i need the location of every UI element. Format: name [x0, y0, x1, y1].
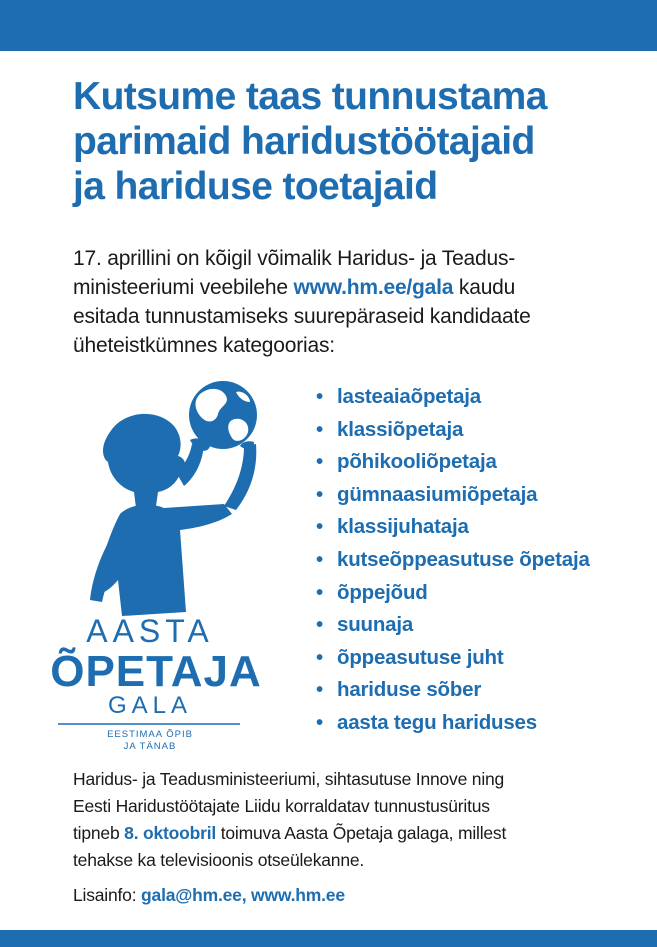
category-label: lasteaiaõpetaja: [337, 385, 481, 408]
list-item: [316, 674, 590, 707]
list-item: [316, 642, 590, 675]
list-item: [316, 609, 590, 642]
logo-line-aasta: AASTA: [86, 613, 214, 649]
bullet: •: [316, 482, 323, 506]
intro-text: kaudu: [453, 276, 516, 299]
logo-line-gala: GALA: [107, 692, 193, 719]
contact-links[interactable]: gala@hm.ee, www.hm.ee: [141, 885, 345, 905]
list-item: [316, 511, 590, 544]
bullet: •: [316, 613, 323, 637]
footer-paragraph: [73, 766, 643, 874]
bullet: •: [316, 450, 323, 474]
bullet: •: [316, 710, 323, 734]
category-list: [316, 381, 590, 740]
headline-line: parimaid haridustöötajaid: [73, 120, 535, 163]
list-item: [316, 707, 590, 740]
footer-line: [73, 823, 506, 843]
logo-tagline: JA TÄNAB: [123, 741, 177, 752]
category-label: klassiõpetaja: [337, 417, 464, 441]
contact-label: Lisainfo:: [73, 885, 142, 905]
headline-line: Kutsume taas tunnustama: [73, 75, 547, 118]
category-label: hariduse sõber: [337, 678, 482, 702]
category-label: klassijuhataja: [337, 515, 469, 539]
category-label: aasta tegu hariduses: [337, 710, 537, 734]
bottom-banner-bar: [0, 930, 657, 947]
list-item: [316, 446, 590, 479]
bullet: •: [316, 645, 323, 669]
footer-line: Haridus- ja Teadusministeeriumi, sihtasutuse Innove ning: [73, 769, 505, 789]
headline: [73, 74, 633, 209]
top-banner-bar: [0, 0, 657, 51]
footer-text: toimuva Aasta Õpetaja galaga, millest: [216, 823, 507, 843]
headline-line: ja hariduse toetajaid: [73, 165, 438, 208]
aasta-opetaja-gala-logo: [40, 380, 290, 760]
gala-link[interactable]: www.hm.ee/gala: [293, 276, 454, 299]
bullet: •: [316, 417, 323, 441]
footer-text: tipneb: [73, 823, 125, 843]
bullet: •: [316, 515, 323, 539]
intro-line: esitada tunnustamiseks suurepäraseid kandidaate: [73, 305, 531, 328]
list-item: [316, 479, 590, 512]
bullet: •: [316, 580, 323, 604]
category-label: põhikooliõpetaja: [337, 450, 497, 474]
footer-line: Eesti Haridustöötajate Liidu korraldatav tunnustusüritus: [73, 796, 490, 816]
contact-info: [73, 882, 345, 909]
intro-paragraph: [73, 244, 633, 360]
list-item: [316, 577, 590, 610]
category-label: õppejõud: [337, 580, 428, 604]
category-label: gümnaasiumiõpetaja: [337, 482, 538, 506]
list-item: [316, 544, 590, 577]
intro-text: ministeeriumi veebilehe: [73, 276, 294, 299]
event-date: 8. oktoobril: [124, 823, 217, 843]
list-item: [316, 414, 590, 447]
logo-line-opetaja: ÕPETAJA: [50, 647, 262, 696]
list-item: [316, 381, 590, 414]
logo-tagline: EESTIMAA ÕPIB: [107, 729, 193, 740]
bullet: •: [316, 678, 323, 702]
footer-line: tehakse ka televisioonis otseülekanne.: [73, 850, 365, 870]
intro-line: [73, 276, 515, 299]
intro-line: 17. aprillini on kõigil võimalik Haridus- ja Teadus-: [73, 247, 516, 270]
category-label: kutseõppeasutuse õpetaja: [337, 547, 590, 571]
intro-line: üheteistkümnes kategoorias:: [73, 334, 335, 357]
category-label: suunaja: [337, 613, 414, 637]
bullet: •: [316, 547, 323, 571]
bullet: •: [316, 385, 323, 408]
category-label: õppeasutuse juht: [337, 645, 504, 669]
